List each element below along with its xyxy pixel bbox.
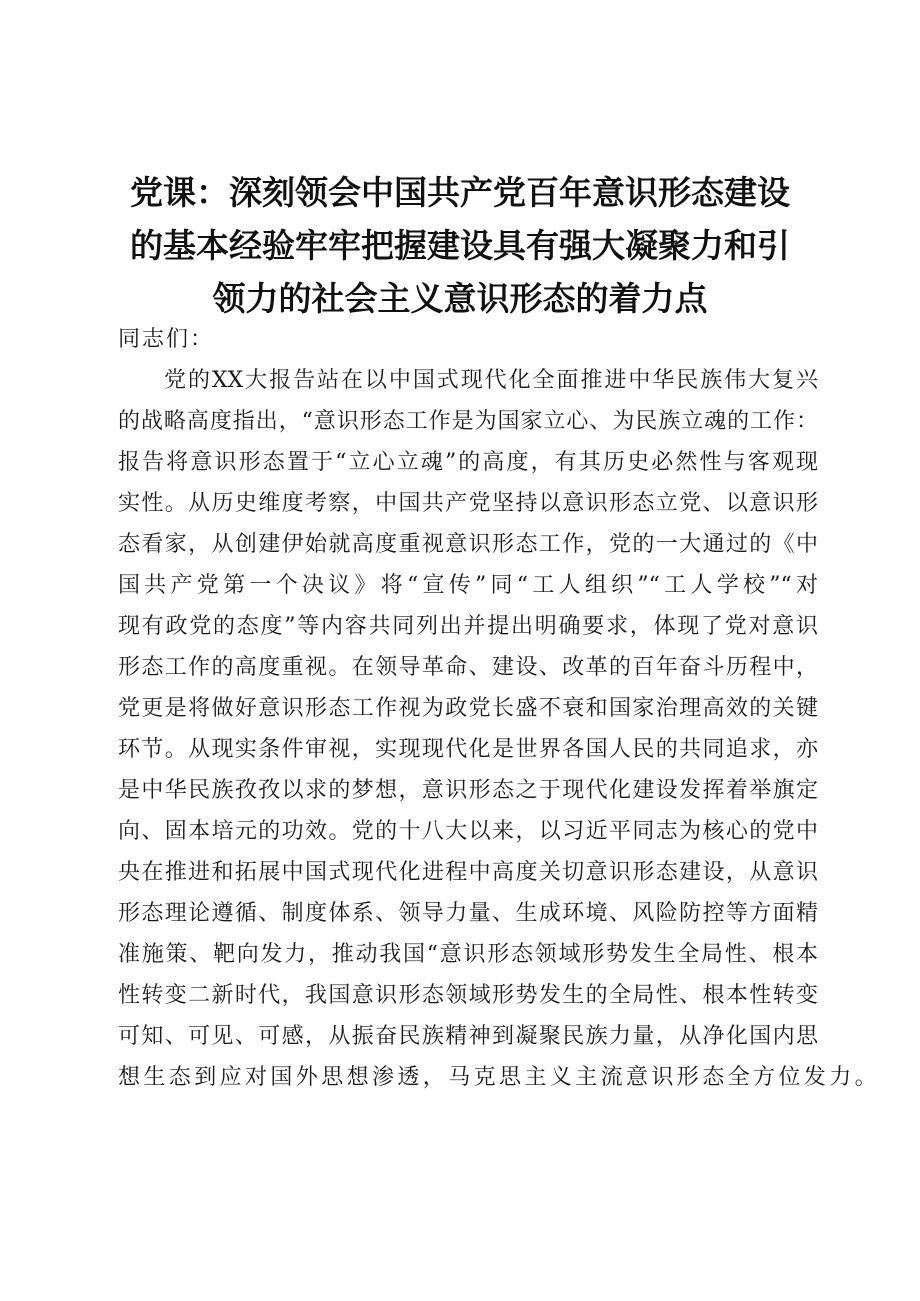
body-line: 环节。从现实条件审视，实现现代化是世界各国人民的共同追求，亦 <box>118 737 818 762</box>
title-line-3: 领力的社会主义意识形态的着力点 <box>212 279 708 318</box>
body-line: 是中华民族孜孜以求的梦想，意识形态之于现代化建设发挥着举旗定 <box>118 778 818 803</box>
body-line: 党更是将做好意识形态工作视为政党长盛不衰和国家治理高效的关键 <box>118 696 818 721</box>
body-line: 形态工作的高度重视。在领导革命、建设、改革的百年奋斗历程中， <box>118 655 818 680</box>
body-line: 可知、可见、可感，从振奋民族精神到凝聚民族力量，从净化国内思 <box>118 1024 818 1049</box>
body-line: 向、固本培元的功效。党的十八大以来，以习近平同志为核心的党中 <box>118 819 818 844</box>
body-line: 形态理论遵循、制度体系、领导力量、生成环境、风险防控等方面精 <box>118 901 818 926</box>
body-paragraph <box>118 360 881 1098</box>
body-line: 央在推进和拓展中国式现代化进程中高度关切意识形态建设，从意识 <box>118 860 818 885</box>
body-line: 国共产党第一个决议》将“宣传”同“工人组织”“工人学校”“对 <box>118 573 818 598</box>
document-title <box>110 166 810 325</box>
body-line: 性转变二新时代，我国意识形态领域形势发生的全局性、根本性转变 <box>118 983 818 1008</box>
body-line: 党的XX大报告站在以中国式现代化全面推进中华民族伟大复兴 <box>164 368 818 393</box>
body-line: 现有政党的态度”等内容共同列出并提出明确要求，体现了党对意识 <box>118 614 818 639</box>
body-line: 的战略高度指出，“意识形态工作是为国家立心、为民族立魂的工作： <box>118 409 818 434</box>
body-line: 报告将意识形态置于“立心立魂”的高度，有其历史必然性与客观现 <box>118 450 818 475</box>
body-line: 态看家，从创建伊始就高度重视意识形态工作，党的一大通过的《中 <box>118 532 818 557</box>
salutation: 同志们： <box>118 327 215 352</box>
body-line-last: 想生态到应对国外思想渗透，马克思主义主流意识形态全方位发力。 <box>118 1065 881 1090</box>
body-line: 实性。从历史维度考察，中国共产党坚持以意识形态立党、以意识形 <box>118 491 818 516</box>
title-line-2: 的基本经验牢牢把握建设具有强大凝聚力和引 <box>130 226 790 265</box>
title-line-1: 党课：深刻领会中国共产党百年意识形态建设 <box>130 173 790 212</box>
body-line: 准施策、靶向发力，推动我国“意识形态领域形势发生全局性、根本 <box>118 942 818 967</box>
